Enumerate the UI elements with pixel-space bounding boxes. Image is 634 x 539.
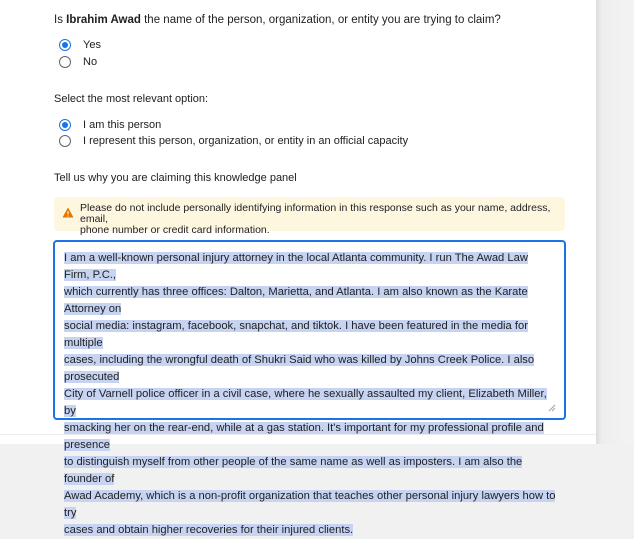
text-line: social media: instagram, facebook, snapchat, and tiktok. I have been featured in the media for multiple	[64, 320, 528, 349]
radio-i-am-this-person-label: I am this person	[83, 119, 162, 131]
radio-yes[interactable]	[59, 37, 101, 53]
divider	[0, 434, 596, 435]
radio-button-checked[interactable]	[59, 39, 71, 51]
text-line: which currently has three offices: Dalton, Marietta, and Atlanta. I am also known as the Karate Attorney on	[64, 286, 528, 315]
warning-text: Please do not include personally identifying information in this response such as your name, address, email, phone number or credit card information.	[80, 202, 551, 236]
pii-warning-banner	[54, 197, 565, 236]
radio-i-represent[interactable]	[59, 133, 408, 149]
text-line: cases, including the wrongful death of Shukri Said who was killed by Johns Creek Police. I also prosecuted	[64, 354, 535, 383]
warning-icon	[62, 207, 74, 218]
text-line: to distinguish myself from other people of the same name as well as imposters. I am also the founder of	[64, 456, 523, 485]
text-line: I am a well-known personal injury attorney in the local Atlanta community. I run The Awad Law Firm, P.C.,	[64, 252, 528, 281]
radio-no-label: No	[83, 56, 98, 68]
page-edge-shadow	[596, 0, 634, 444]
text-line: Awad Academy, which is a non-profit organization that teaches other personal injury lawyers how to try	[64, 490, 556, 519]
radio-button-checked[interactable]	[59, 119, 71, 131]
radio-button-unchecked[interactable]	[59, 135, 71, 147]
resize-handle-icon[interactable]	[548, 404, 556, 412]
radio-i-represent-label: I represent this person, organization, or entity in an official capacity	[83, 135, 409, 147]
text-line: smacking her on the rear-end, while at a gas station. It's important for my professional profile and presence	[64, 422, 544, 451]
relevant-option-label: Select the most relevant option:	[54, 93, 209, 105]
claim-name-question: Is Ibrahim Awad the name of the person, organization, or entity you are trying to claim?	[54, 14, 501, 26]
entity-name: Ibrahim Awad	[66, 14, 141, 26]
claim-reason-label: Tell us why you are claiming this knowledge panel	[54, 172, 297, 184]
radio-yes-label: Yes	[83, 39, 101, 51]
text-line: City of Varnell police officer in a civil case, where he sexually assaulted my client, Elizabeth Miller, by	[64, 388, 547, 417]
radio-no[interactable]	[59, 54, 97, 70]
radio-i-am-this-person[interactable]	[59, 117, 161, 133]
claim-reason-text	[64, 250, 556, 539]
radio-button-unchecked[interactable]	[59, 56, 71, 68]
text-line: cases and obtain higher recoveries for their injured clients.	[64, 524, 354, 536]
claim-reason-textarea[interactable]	[53, 240, 566, 536]
